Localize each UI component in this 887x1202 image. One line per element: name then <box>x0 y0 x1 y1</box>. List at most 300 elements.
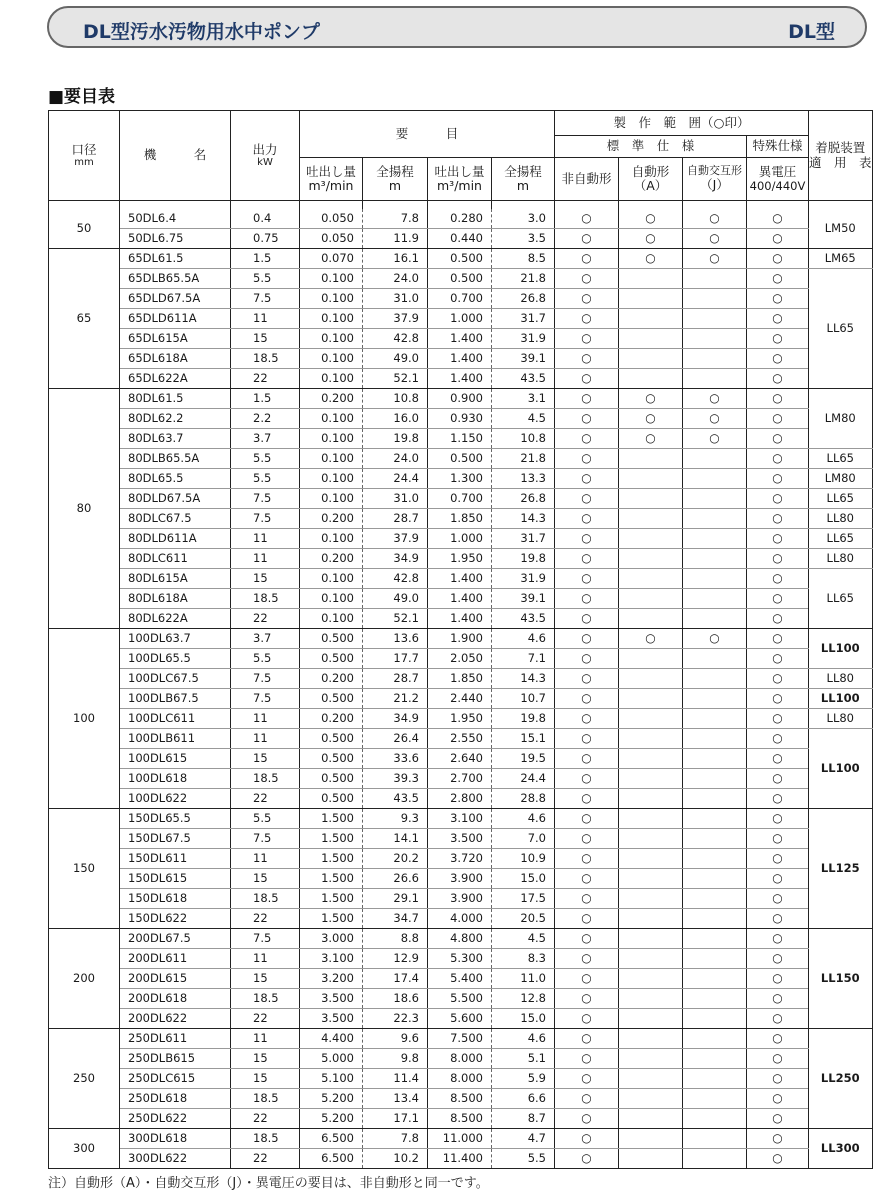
fitting-cell: LM80 <box>809 469 873 489</box>
head-2-cell: 19.8 <box>492 549 555 569</box>
head-1-cell: 42.8 <box>363 569 428 589</box>
fitting-cell: LM80 <box>809 389 873 449</box>
availability-mark-j <box>683 349 747 369</box>
discharge-2-cell: 1.950 <box>428 709 492 729</box>
model-cell: 80DL615A <box>120 569 231 589</box>
head-1-cell: 49.0 <box>363 349 428 369</box>
output-cell: 18.5 <box>231 769 300 789</box>
table-row <box>49 609 873 629</box>
bore-cell: 200 <box>49 929 120 1029</box>
discharge-1-cell: 0.500 <box>300 649 363 669</box>
availability-mark-a <box>619 949 683 969</box>
discharge-2-cell: 5.500 <box>428 989 492 1009</box>
head-2-cell: 4.6 <box>492 629 555 649</box>
availability-mark-a <box>619 369 683 389</box>
table-row <box>49 269 873 289</box>
discharge-1-cell: 0.100 <box>300 349 363 369</box>
availability-mark-a <box>619 489 683 509</box>
fitting-cell: LL80 <box>809 509 873 529</box>
head-1-cell: 31.0 <box>363 289 428 309</box>
discharge-1-cell: 0.100 <box>300 609 363 629</box>
fitting-cell: LL65 <box>809 529 873 549</box>
availability-mark-n: ○ <box>555 829 619 849</box>
availability-mark-n: ○ <box>555 589 619 609</box>
availability-mark-v: ○ <box>747 949 809 969</box>
availability-mark-n: ○ <box>555 509 619 529</box>
availability-mark-v: ○ <box>747 389 809 409</box>
header-discharge-2-label: 吐出し量 <box>434 163 485 179</box>
output-cell: 0.75 <box>231 229 300 249</box>
availability-mark-a <box>619 989 683 1009</box>
model-cell: 150DL615 <box>120 869 231 889</box>
gap-cell <box>492 201 555 210</box>
model-cell: 200DL622 <box>120 1009 231 1029</box>
model-cell: 150DL618 <box>120 889 231 909</box>
availability-mark-j <box>683 789 747 809</box>
availability-mark-j <box>683 569 747 589</box>
availability-mark-v: ○ <box>747 869 809 889</box>
head-1-cell: 37.9 <box>363 309 428 329</box>
availability-mark-v: ○ <box>747 309 809 329</box>
availability-mark-a <box>619 1029 683 1049</box>
availability-mark-n: ○ <box>555 309 619 329</box>
fitting-cell: LM65 <box>809 249 873 269</box>
head-1-cell: 43.5 <box>363 789 428 809</box>
output-cell: 18.5 <box>231 1089 300 1109</box>
discharge-1-cell: 0.100 <box>300 409 363 429</box>
availability-mark-a <box>619 569 683 589</box>
availability-mark-v: ○ <box>747 529 809 549</box>
availability-mark-j <box>683 729 747 749</box>
availability-mark-n: ○ <box>555 709 619 729</box>
discharge-1-cell: 6.500 <box>300 1129 363 1149</box>
discharge-2-cell: 2.550 <box>428 729 492 749</box>
output-cell: 5.5 <box>231 449 300 469</box>
discharge-2-cell: 1.400 <box>428 349 492 369</box>
header-bore <box>49 111 120 201</box>
header-special: 特殊仕様 <box>747 136 809 158</box>
availability-mark-j <box>683 529 747 549</box>
gap-cell <box>49 201 120 210</box>
discharge-1-cell: 0.500 <box>300 789 363 809</box>
discharge-1-cell: 1.500 <box>300 809 363 829</box>
availability-mark-v: ○ <box>747 689 809 709</box>
availability-mark-j: ○ <box>683 429 747 449</box>
table-row <box>49 509 873 529</box>
availability-mark-j <box>683 709 747 729</box>
output-cell: 22 <box>231 1149 300 1169</box>
head-1-cell: 26.6 <box>363 869 428 889</box>
model-cell: 100DLC67.5 <box>120 669 231 689</box>
head-2-cell: 28.8 <box>492 789 555 809</box>
discharge-2-cell: 0.440 <box>428 229 492 249</box>
model-cell: 65DL615A <box>120 329 231 349</box>
availability-mark-v: ○ <box>747 989 809 1009</box>
availability-mark-j <box>683 829 747 849</box>
availability-mark-v: ○ <box>747 749 809 769</box>
head-2-cell: 24.4 <box>492 769 555 789</box>
output-cell: 15 <box>231 1049 300 1069</box>
model-cell: 100DL622 <box>120 789 231 809</box>
availability-mark-j <box>683 689 747 709</box>
output-cell: 11 <box>231 549 300 569</box>
availability-mark-j <box>683 1009 747 1029</box>
title-bar <box>47 6 867 48</box>
table-row <box>49 989 873 1009</box>
output-cell: 11 <box>231 849 300 869</box>
model-cell: 80DL618A <box>120 589 231 609</box>
head-2-cell: 4.7 <box>492 1129 555 1149</box>
head-2-cell: 19.8 <box>492 709 555 729</box>
availability-mark-a <box>619 609 683 629</box>
discharge-1-cell: 0.100 <box>300 269 363 289</box>
model-cell: 50DL6.75 <box>120 229 231 249</box>
availability-mark-a <box>619 469 683 489</box>
availability-mark-a: ○ <box>619 429 683 449</box>
availability-mark-n: ○ <box>555 229 619 249</box>
model-cell: 65DLD67.5A <box>120 289 231 309</box>
availability-mark-v: ○ <box>747 1089 809 1109</box>
table-row <box>49 309 873 329</box>
head-2-cell: 3.1 <box>492 389 555 409</box>
head-1-cell: 16.0 <box>363 409 428 429</box>
gap-cell <box>300 201 363 210</box>
header-model: 機 名 <box>120 111 231 201</box>
output-cell: 1.5 <box>231 389 300 409</box>
head-1-cell: 24.0 <box>363 449 428 469</box>
model-cell: 300DL622 <box>120 1149 231 1169</box>
model-cell: 80DLC67.5 <box>120 509 231 529</box>
head-2-cell: 8.3 <box>492 949 555 969</box>
availability-mark-n: ○ <box>555 609 619 629</box>
availability-mark-v: ○ <box>747 709 809 729</box>
discharge-2-cell: 0.280 <box>428 209 492 229</box>
availability-mark-v: ○ <box>747 1149 809 1169</box>
discharge-1-cell: 0.500 <box>300 629 363 649</box>
header-alternating-label: 自動交互形 <box>687 164 742 178</box>
bore-cell: 250 <box>49 1029 120 1129</box>
model-cell: 100DLC611 <box>120 709 231 729</box>
head-2-cell: 31.9 <box>492 329 555 349</box>
head-1-cell: 37.9 <box>363 529 428 549</box>
availability-mark-j <box>683 989 747 1009</box>
head-2-cell: 12.8 <box>492 989 555 1009</box>
availability-mark-n: ○ <box>555 489 619 509</box>
discharge-2-cell: 1.950 <box>428 549 492 569</box>
discharge-1-cell: 0.100 <box>300 489 363 509</box>
header-voltage <box>747 158 809 201</box>
discharge-1-cell: 0.200 <box>300 549 363 569</box>
fitting-cell: LL125 <box>809 809 873 929</box>
discharge-2-cell: 3.500 <box>428 829 492 849</box>
header-nonauto: 非自動形 <box>555 158 619 201</box>
availability-mark-n: ○ <box>555 429 619 449</box>
availability-mark-v: ○ <box>747 629 809 649</box>
table-row <box>49 869 873 889</box>
availability-mark-n: ○ <box>555 1049 619 1069</box>
discharge-1-cell: 1.500 <box>300 889 363 909</box>
model-cell: 65DL618A <box>120 349 231 369</box>
head-2-cell: 39.1 <box>492 589 555 609</box>
head-1-cell: 16.1 <box>363 249 428 269</box>
availability-mark-j <box>683 889 747 909</box>
table-row <box>49 729 873 749</box>
head-1-cell: 17.4 <box>363 969 428 989</box>
model-cell: 80DL62.2 <box>120 409 231 429</box>
fitting-cell: LL65 <box>809 269 873 389</box>
header-discharge-1 <box>300 158 363 201</box>
availability-mark-n: ○ <box>555 889 619 909</box>
head-2-cell: 15.1 <box>492 729 555 749</box>
table-row <box>49 809 873 829</box>
gap-cell <box>428 201 492 210</box>
availability-mark-j <box>683 1049 747 1069</box>
availability-mark-j <box>683 589 747 609</box>
gap-cell <box>231 201 300 210</box>
head-2-cell: 43.5 <box>492 609 555 629</box>
availability-mark-a <box>619 829 683 849</box>
table-row <box>49 1089 873 1109</box>
table-row <box>49 229 873 249</box>
table-row <box>49 929 873 949</box>
head-1-cell: 12.9 <box>363 949 428 969</box>
availability-mark-a <box>619 789 683 809</box>
availability-mark-a <box>619 889 683 909</box>
availability-mark-v: ○ <box>747 329 809 349</box>
discharge-2-cell: 1.400 <box>428 329 492 349</box>
output-cell: 5.5 <box>231 269 300 289</box>
head-2-cell: 15.0 <box>492 1009 555 1029</box>
head-1-cell: 21.2 <box>363 689 428 709</box>
discharge-1-cell: 5.000 <box>300 1049 363 1069</box>
discharge-2-cell: 3.900 <box>428 889 492 909</box>
discharge-2-cell: 8.500 <box>428 1109 492 1129</box>
model-cell: 200DL611 <box>120 949 231 969</box>
availability-mark-n: ○ <box>555 909 619 929</box>
head-1-cell: 19.8 <box>363 429 428 449</box>
head-2-cell: 4.5 <box>492 929 555 949</box>
gap-cell <box>555 201 619 210</box>
discharge-2-cell: 1.900 <box>428 629 492 649</box>
availability-mark-n: ○ <box>555 1149 619 1169</box>
head-2-cell: 31.7 <box>492 309 555 329</box>
output-cell: 7.5 <box>231 669 300 689</box>
gap-cell <box>747 201 809 210</box>
discharge-1-cell: 6.500 <box>300 1149 363 1169</box>
availability-mark-j <box>683 1129 747 1149</box>
model-cell: 100DL618 <box>120 769 231 789</box>
availability-mark-a: ○ <box>619 229 683 249</box>
discharge-1-cell: 0.070 <box>300 249 363 269</box>
type-label: DL型 <box>788 21 835 43</box>
table-row <box>49 249 873 269</box>
head-1-cell: 49.0 <box>363 589 428 609</box>
table-row <box>49 1049 873 1069</box>
header-discharge-1-label: 吐出し量 <box>305 163 356 179</box>
header-head-2-unit: m <box>516 178 530 193</box>
fitting-cell: LL65 <box>809 449 873 469</box>
table-row <box>49 1109 873 1129</box>
availability-mark-a <box>619 869 683 889</box>
output-cell: 5.5 <box>231 809 300 829</box>
availability-mark-n: ○ <box>555 549 619 569</box>
output-cell: 18.5 <box>231 1129 300 1149</box>
table-row <box>49 789 873 809</box>
availability-mark-a <box>619 269 683 289</box>
discharge-2-cell: 2.800 <box>428 789 492 809</box>
table-row <box>49 669 873 689</box>
output-cell: 22 <box>231 1109 300 1129</box>
spec-table <box>48 110 873 1169</box>
fitting-cell: LL80 <box>809 669 873 689</box>
spec-table-body <box>49 201 873 1169</box>
availability-mark-j <box>683 309 747 329</box>
discharge-1-cell: 3.500 <box>300 989 363 1009</box>
availability-mark-j <box>683 609 747 629</box>
model-cell: 80DL622A <box>120 609 231 629</box>
availability-mark-n: ○ <box>555 969 619 989</box>
bore-cell: 50 <box>49 209 120 249</box>
discharge-2-cell: 2.050 <box>428 649 492 669</box>
head-2-cell: 11.0 <box>492 969 555 989</box>
head-2-cell: 15.0 <box>492 869 555 889</box>
header-voltage-value: 400/440V <box>749 178 806 193</box>
header-head-1-label: 全揚程 <box>376 163 414 179</box>
availability-mark-n: ○ <box>555 729 619 749</box>
head-1-cell: 7.8 <box>363 209 428 229</box>
output-cell: 7.5 <box>231 689 300 709</box>
availability-mark-v: ○ <box>747 489 809 509</box>
availability-mark-j <box>683 969 747 989</box>
fitting-cell: LL65 <box>809 569 873 629</box>
footnote: 注）自動形（A）・自動交互形（J）・異電圧の要目は、非自動形と同一です。 <box>48 1176 489 1191</box>
table-row <box>49 849 873 869</box>
table-row <box>49 329 873 349</box>
head-1-cell: 14.1 <box>363 829 428 849</box>
discharge-1-cell: 1.500 <box>300 869 363 889</box>
availability-mark-n: ○ <box>555 389 619 409</box>
availability-mark-n: ○ <box>555 209 619 229</box>
availability-mark-a <box>619 1009 683 1029</box>
table-row <box>49 709 873 729</box>
discharge-2-cell: 7.500 <box>428 1029 492 1049</box>
discharge-1-cell: 0.500 <box>300 689 363 709</box>
availability-mark-a <box>619 1049 683 1069</box>
model-cell: 200DL67.5 <box>120 929 231 949</box>
head-1-cell: 24.4 <box>363 469 428 489</box>
availability-mark-j <box>683 509 747 529</box>
model-cell: 80DL61.5 <box>120 389 231 409</box>
head-1-cell: 17.7 <box>363 649 428 669</box>
head-2-cell: 13.3 <box>492 469 555 489</box>
model-cell: 100DL63.7 <box>120 629 231 649</box>
discharge-2-cell: 1.400 <box>428 369 492 389</box>
availability-mark-v: ○ <box>747 1109 809 1129</box>
availability-mark-v: ○ <box>747 649 809 669</box>
model-cell: 100DL65.5 <box>120 649 231 669</box>
model-cell: 65DLB65.5A <box>120 269 231 289</box>
output-cell: 5.5 <box>231 469 300 489</box>
discharge-1-cell: 5.100 <box>300 1069 363 1089</box>
availability-mark-n: ○ <box>555 809 619 829</box>
head-1-cell: 7.8 <box>363 1129 428 1149</box>
discharge-2-cell: 1.850 <box>428 669 492 689</box>
head-2-cell: 8.5 <box>492 249 555 269</box>
availability-mark-j <box>683 869 747 889</box>
table-row <box>49 529 873 549</box>
model-cell: 150DL611 <box>120 849 231 869</box>
availability-mark-n: ○ <box>555 289 619 309</box>
availability-mark-a: ○ <box>619 389 683 409</box>
table-row <box>49 549 873 569</box>
availability-mark-a <box>619 549 683 569</box>
output-cell: 15 <box>231 869 300 889</box>
bore-cell: 80 <box>49 389 120 629</box>
header-specs: 要 目 <box>300 111 555 158</box>
availability-mark-a <box>619 1089 683 1109</box>
output-cell: 22 <box>231 789 300 809</box>
fitting-cell: LM50 <box>809 209 873 249</box>
head-2-cell: 5.5 <box>492 1149 555 1169</box>
discharge-1-cell: 5.200 <box>300 1089 363 1109</box>
head-2-cell: 21.8 <box>492 449 555 469</box>
header-head-1 <box>363 158 428 201</box>
output-cell: 15 <box>231 969 300 989</box>
discharge-1-cell: 0.100 <box>300 429 363 449</box>
fitting-cell: LL150 <box>809 929 873 1029</box>
discharge-2-cell: 8.500 <box>428 1089 492 1109</box>
head-1-cell: 8.8 <box>363 929 428 949</box>
head-1-cell: 33.6 <box>363 749 428 769</box>
availability-mark-n: ○ <box>555 569 619 589</box>
table-row <box>49 289 873 309</box>
discharge-2-cell: 0.700 <box>428 489 492 509</box>
gap-cell <box>683 201 747 210</box>
model-cell: 200DL615 <box>120 969 231 989</box>
output-cell: 22 <box>231 1009 300 1029</box>
discharge-1-cell: 0.100 <box>300 289 363 309</box>
availability-mark-v: ○ <box>747 569 809 589</box>
discharge-2-cell: 5.400 <box>428 969 492 989</box>
head-2-cell: 4.6 <box>492 1029 555 1049</box>
fitting-cell: LL100 <box>809 689 873 709</box>
output-cell: 22 <box>231 609 300 629</box>
output-cell: 11 <box>231 709 300 729</box>
discharge-2-cell: 0.500 <box>428 449 492 469</box>
availability-mark-a <box>619 709 683 729</box>
discharge-2-cell: 1.000 <box>428 529 492 549</box>
output-cell: 7.5 <box>231 489 300 509</box>
header-alternating-code: （J） <box>700 177 729 193</box>
model-cell: 150DL67.5 <box>120 829 231 849</box>
availability-mark-n: ○ <box>555 669 619 689</box>
discharge-1-cell: 0.500 <box>300 769 363 789</box>
discharge-2-cell: 1.300 <box>428 469 492 489</box>
discharge-1-cell: 1.500 <box>300 849 363 869</box>
discharge-1-cell: 0.100 <box>300 469 363 489</box>
availability-mark-v: ○ <box>747 1029 809 1049</box>
head-2-cell: 19.5 <box>492 749 555 769</box>
availability-mark-v: ○ <box>747 729 809 749</box>
output-cell: 18.5 <box>231 989 300 1009</box>
output-cell: 15 <box>231 569 300 589</box>
discharge-1-cell: 3.200 <box>300 969 363 989</box>
availability-mark-n: ○ <box>555 269 619 289</box>
table-row <box>49 1069 873 1089</box>
availability-mark-a <box>619 649 683 669</box>
head-1-cell: 17.1 <box>363 1109 428 1129</box>
discharge-2-cell: 3.900 <box>428 869 492 889</box>
